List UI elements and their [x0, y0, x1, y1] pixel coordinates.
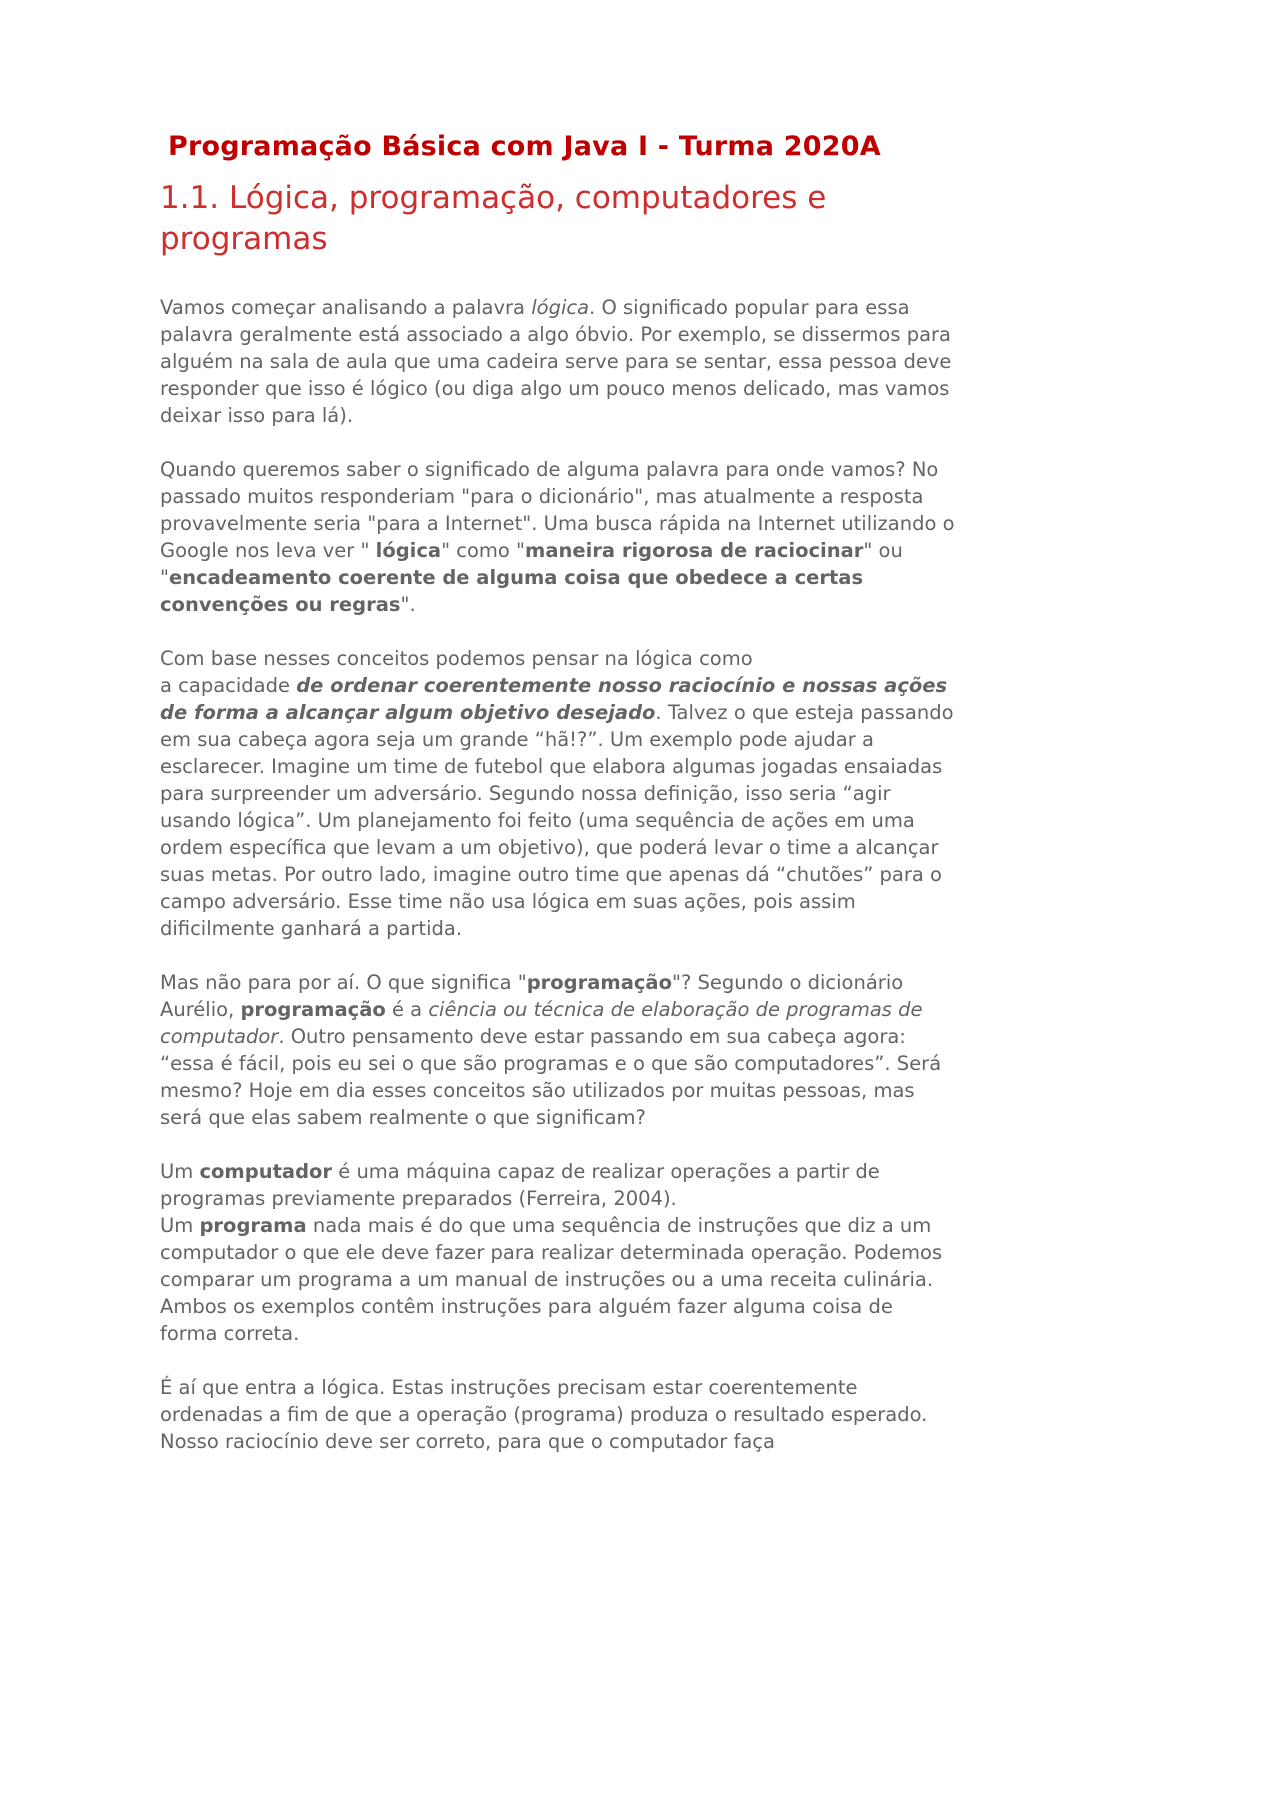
- paragraph: [160, 456, 955, 618]
- text-run: nada mais é do que uma sequência de instruções que diz a um computador o que ele deve fazer para realizar determinada operação. Podemos comparar um programa a um manual de instruções ou a uma receita culinária. Ambos os exemplos contêm instruções para alguém fazer alguma coisa de forma correta.: [160, 1214, 943, 1345]
- text-run: a capacidade: [160, 674, 297, 697]
- text-run: Quando queremos saber o significado de alguma palavra para onde vamos? No passado muitos responderiam "para o dicionário", mas atualmente a resposta provavelmente seria "para a Internet". Uma busca rápida na Internet utilizando o Google nos leva ver ": [160, 458, 955, 562]
- text-run: É aí que entra a lógica. Estas instruções precisam estar coerentemente ordenadas a fim de que a operação (programa) produza o resultado esperado. Nosso raciocínio deve ser correto, para que o computador faça: [160, 1376, 928, 1453]
- text-run: programa: [199, 1214, 307, 1237]
- paragraph: [160, 969, 955, 1131]
- text-run: . Outro pensamento deve estar passando em sua cabeça agora: “essa é fácil, pois eu sei o que são programas e o que são computadores”. Será mesmo? Hoje em dia esses conceitos são utilizados por muitas pessoas, mas será que elas sabem realmente o que significam?: [160, 1025, 942, 1129]
- paragraph: [160, 294, 955, 429]
- text-run: . O significado popular para essa palavra geralmente está associado a algo óbvio. Por exemplo, se dissermos para alguém na sala de aula que uma cadeira serve para se sentar, essa pessoa deve responder que isso é lógico (ou diga algo um pouco menos delicado, mas vamos deixar isso para lá).: [160, 296, 952, 427]
- text-run: encadeamento coerente de alguma coisa que obedece a certas convenções ou regras: [160, 566, 864, 616]
- course-title: Programação Básica com Java I - Turma 2020A: [168, 131, 881, 162]
- section-heading: 1.1. Lógica, programação, computadores e programas: [160, 180, 827, 257]
- text-run: programação: [526, 971, 672, 994]
- text-run: maneira rigorosa de raciocinar: [525, 539, 864, 562]
- text-run: Um: [160, 1214, 200, 1237]
- text-run: Um: [160, 1160, 200, 1183]
- text-run: computador: [199, 1160, 333, 1183]
- text-run: é uma máquina capaz de realizar operações a partir de programas previamente preparados (Ferreira, 2004).: [160, 1160, 880, 1210]
- text-run: " como ": [441, 539, 526, 562]
- text-run: é a: [385, 998, 429, 1021]
- text-run: . Talvez o que esteja passando em sua cabeça agora seja um grande “hã!?”. Um exemplo pode ajudar a esclarecer. Imagine um time de futebol que elabora algumas jogadas ensaiadas para surpreender um adversário. Segundo nossa definição, isso seria “agir usando lógica”. Um planejamento foi feito (uma sequência de ações em uma ordem específica que levam a um objetivo), que poderá levar o time a alcançar suas metas. Por outro lado, imagine outro time que apenas dá “chutões” para o campo adversário. Esse time não usa lógica em suas ações, pois assim dificilmente ganhará a partida.: [160, 701, 954, 940]
- paragraph: [160, 1374, 955, 1455]
- text-run: "? Segundo o dicionário Aurélio,: [160, 971, 904, 1021]
- text-run: ciência ou técnica de elaboração de programas de computador: [160, 998, 923, 1048]
- paragraph: [160, 1158, 955, 1347]
- text-run: ".: [400, 593, 416, 616]
- text-run: de ordenar coerentemente nosso raciocínio e nossas ações de forma a alcançar algum objetivo desejado: [160, 674, 948, 724]
- text-run: lógica: [531, 296, 590, 319]
- text-run: lógica: [375, 539, 442, 562]
- text-run: Mas não para por aí. O que significa ": [160, 971, 527, 994]
- article-body: [160, 294, 955, 1455]
- text-run: " ou ": [160, 539, 903, 589]
- text-run: Com base nesses conceitos podemos pensar na lógica como: [160, 647, 753, 670]
- text-run: programação: [240, 998, 386, 1021]
- paragraph: [160, 645, 955, 942]
- text-run: Vamos começar analisando a palavra: [160, 296, 532, 319]
